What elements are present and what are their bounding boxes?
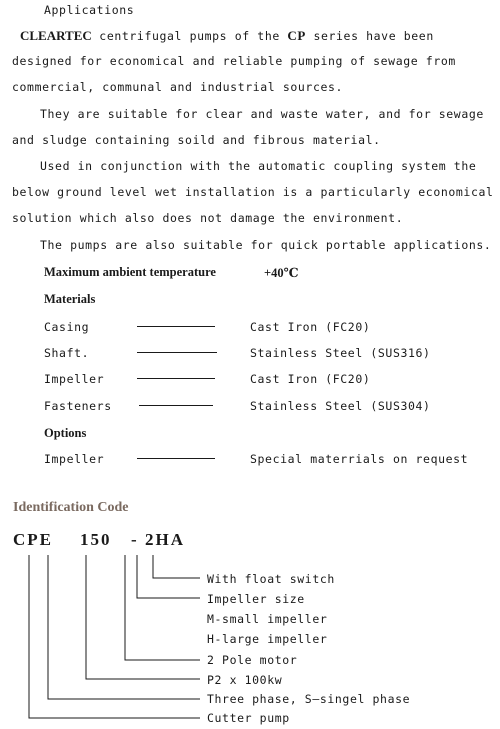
code-segment-2ha-text: 2HA — [145, 530, 185, 549]
code-separator: - — [131, 530, 139, 549]
bracket-pole-motor — [125, 555, 200, 660]
material-value-impeller: Cast Iron (FC20) — [250, 372, 371, 386]
max-temp-label: Maximum ambient temperature — [44, 265, 216, 279]
material-value-fasteners: Stainless Steel (SUS304) — [250, 399, 431, 413]
legend-power: P2 x 100kw — [207, 673, 283, 687]
identification-title: Identification Code — [13, 500, 129, 515]
legend-phase: Three phase, S—singel phase — [207, 692, 411, 706]
bracket-phase — [48, 555, 200, 699]
material-value-casing: Cast Iron (FC20) — [250, 320, 371, 334]
p1-line1-mid: centrifugal pumps of the — [91, 29, 288, 43]
code-segment-cpe: CPE — [13, 530, 53, 549]
p1-line1-end: series have been — [305, 29, 434, 43]
paragraph-4-line-1: The pumps are also suitable for quick portable applications. — [40, 238, 492, 252]
paragraph-1-line-2: designed for economical and reliable pumping of sewage from — [12, 54, 456, 68]
bracket-impeller-size — [137, 555, 200, 598]
legend-float-switch: With float switch — [207, 572, 335, 586]
series-name: CP — [287, 28, 306, 43]
material-name-impeller: Impeller — [44, 372, 105, 386]
paragraph-2-line-2: and sludge containing soild and fibrous material. — [12, 133, 381, 147]
section-heading-applications: Applications — [44, 3, 135, 17]
paragraph-2-line-1: They are suitable for clear and waste water, and for sewage — [40, 107, 484, 121]
paragraph-3-line-2: below ground level wet installation is a particularly economical — [12, 185, 494, 199]
material-name-casing: Casing — [44, 320, 90, 334]
paragraph-3-line-1: Used in conjunction with the automatic coupling system the — [40, 159, 477, 173]
options-title: Options — [44, 426, 87, 440]
option-value-impeller: Special materrials on request — [250, 452, 469, 466]
material-name-fasteners: Fasteners — [44, 399, 112, 413]
materials-title: Materials — [44, 292, 96, 306]
legend-cutter-pump: Cutter pump — [207, 711, 290, 725]
max-temp-value: +40℃ — [264, 266, 299, 280]
paragraph-3-line-3: solution which also does not damage the environment. — [12, 211, 404, 225]
legend-impeller-size: Impeller size — [207, 592, 305, 606]
bracket-float-switch — [153, 555, 200, 578]
code-segment-power: 150 — [80, 530, 112, 549]
material-name-shaft: Shaft. — [44, 346, 90, 360]
brand-name: CLEARTEC — [20, 28, 92, 43]
legend-small-impeller: M-small impeller — [207, 612, 328, 626]
bracket-cutter-pump — [29, 555, 200, 718]
material-value-shaft: Stainless Steel (SUS316) — [250, 346, 431, 360]
option-name-impeller: Impeller — [44, 452, 105, 466]
legend-pole-motor: 2 Pole motor — [207, 653, 298, 667]
paragraph-1-line-3: commercial, communal and industrial sources. — [12, 80, 344, 94]
legend-large-impeller: H-large impeller — [207, 632, 328, 646]
